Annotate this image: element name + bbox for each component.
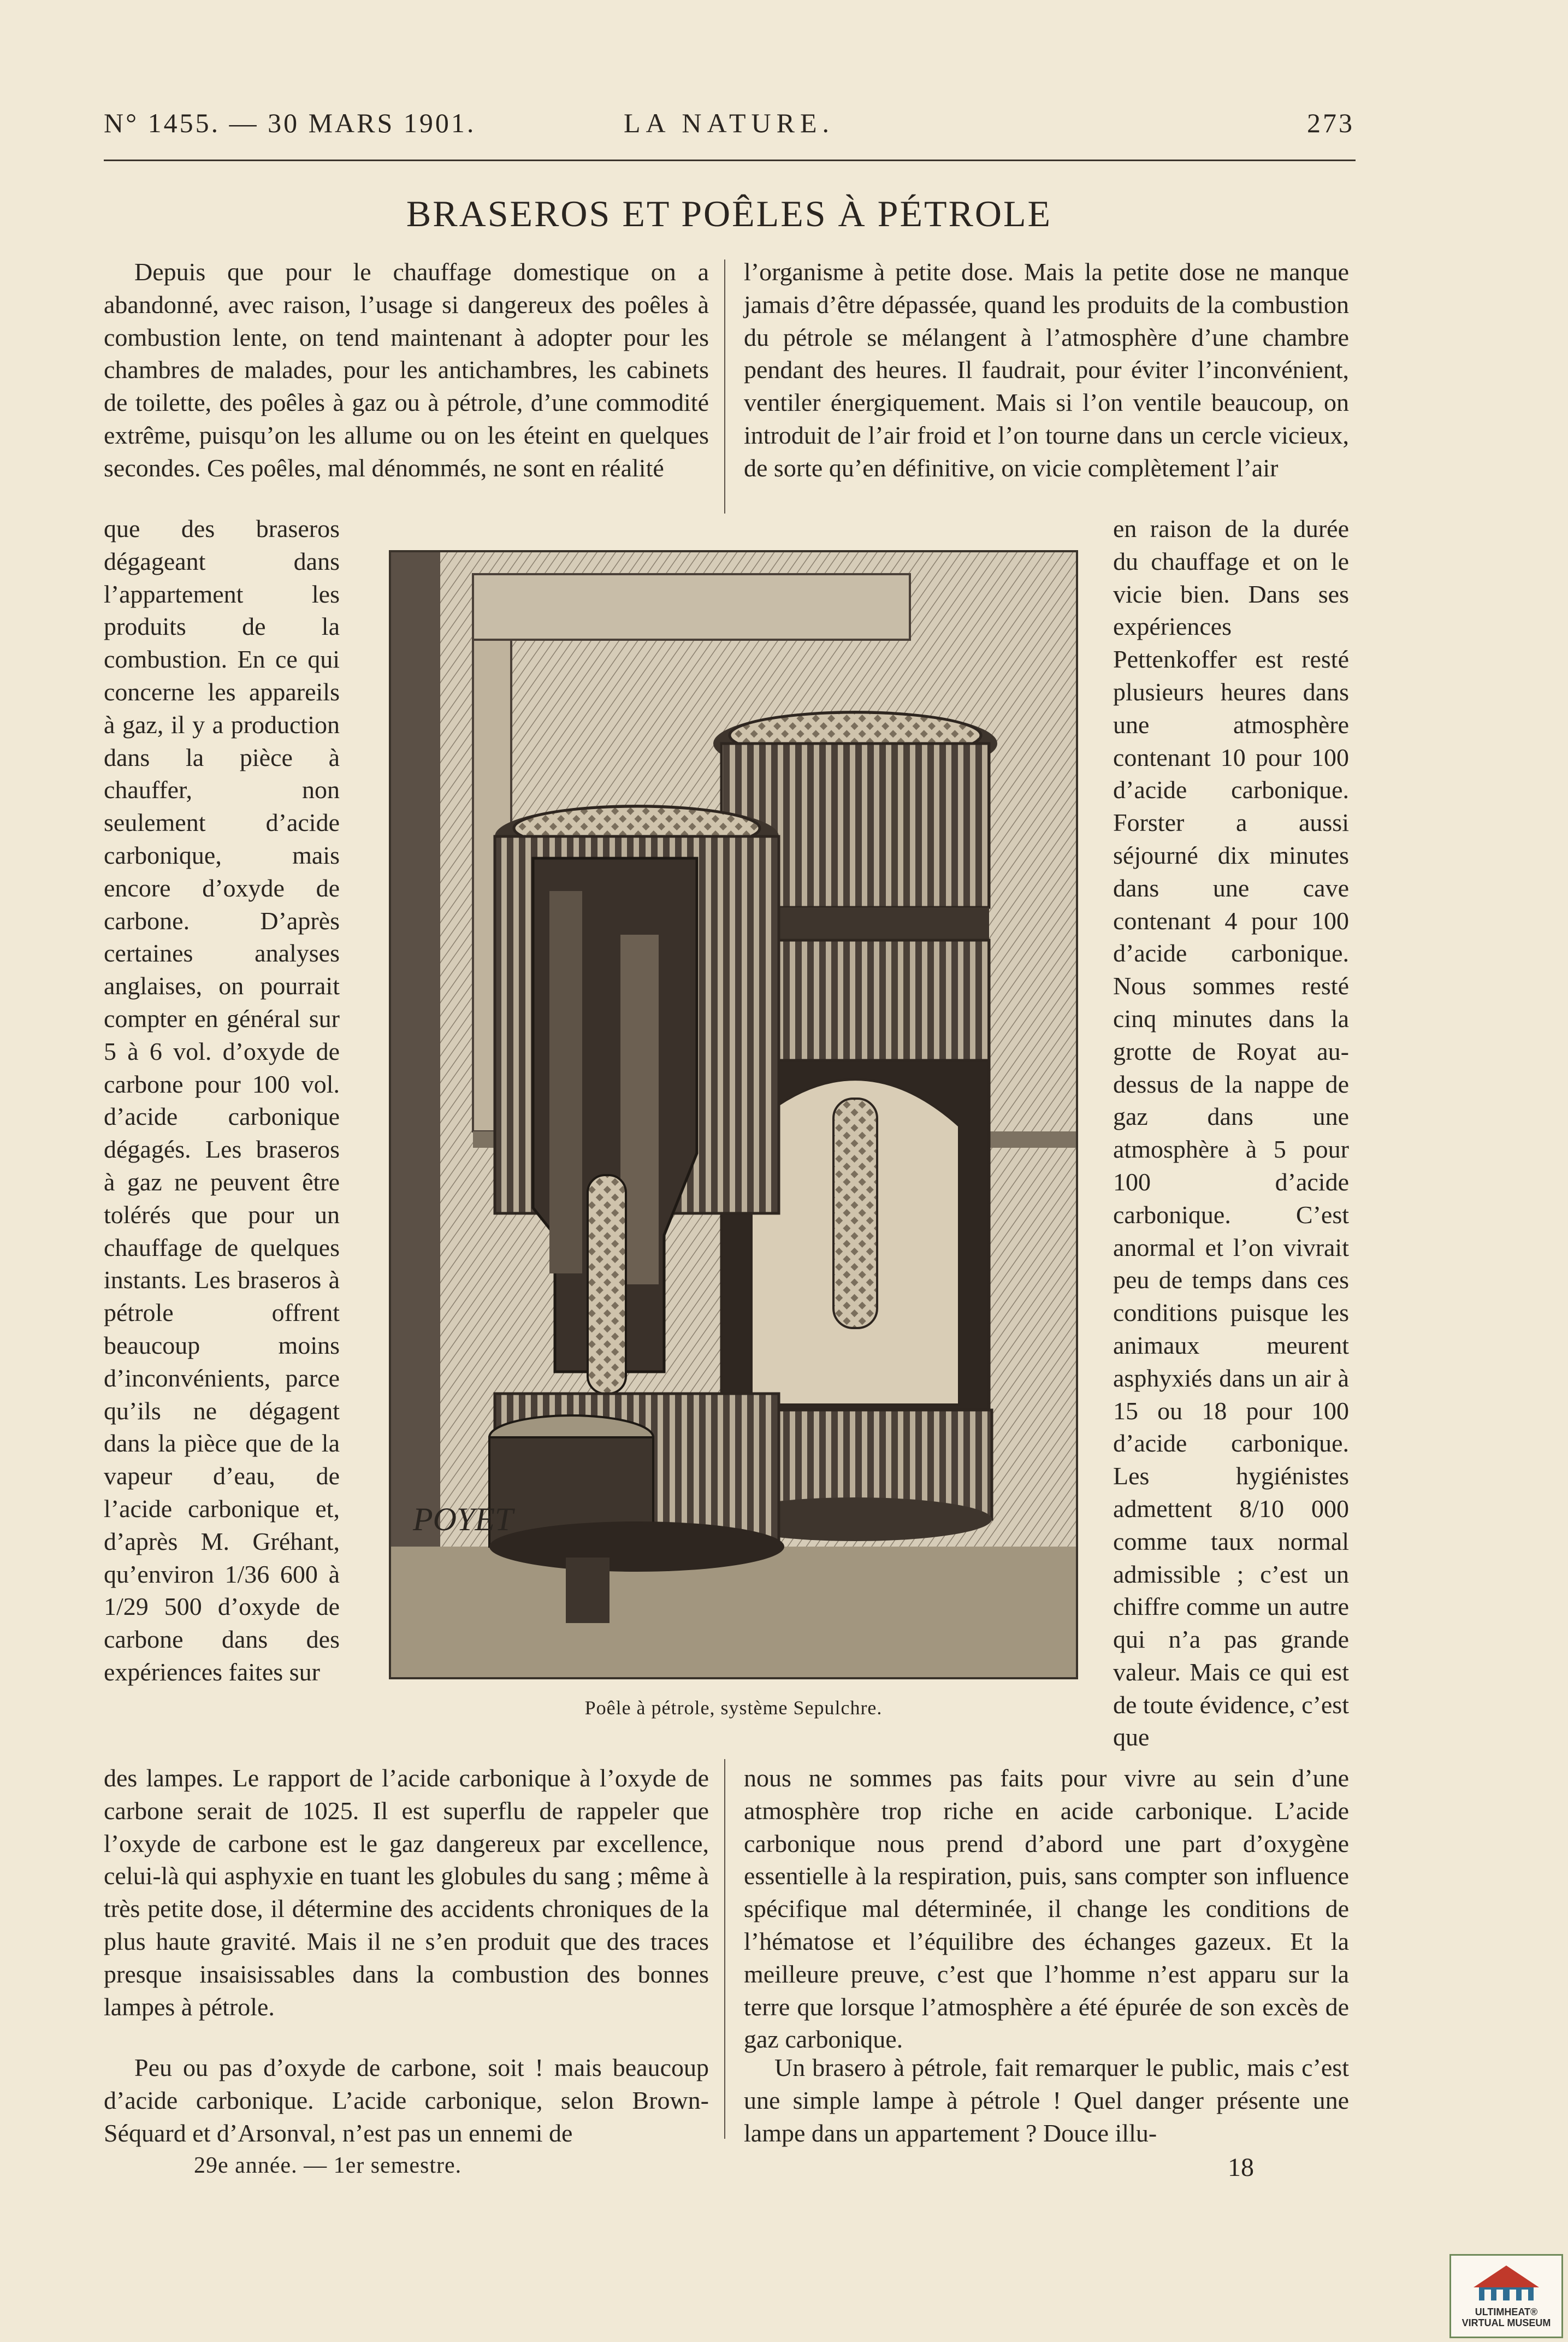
right-paragraph-1-narrow: en raison de la durée du chauffage et on le vicie bien. Dans ses expériences Pettenkoffer est resté plusieurs heures dans une atmosphère contenant 10 pour 100 d’acide carbonique. Forster a aussi séjourné dix minutes dans une cave contenant 4 pour 100 d’acide carbonique. Nous sommes resté cinq minutes dans la grotte de Royat au-dessus de la nappe de gaz dans une atmosphère à 5 pour 100 d’acide carbonique. C’est anormal et l’on vivrait peu de temps dans ces conditions puisque les animaux meurent asphyxiés dans un air à 15 ou 18 pour 100 d’acide carbonique. Les hygiénistes admettent 8/10 000 comme taux normal admissible ; c’est un chiffre comme un autre qui n’a pas grande valeur. Mais ce qui est de toute évidence, c’est que <box>1113 515 1349 1751</box>
column-rule-top <box>724 259 725 514</box>
volume-line: 29e année. — 1er semestre. <box>194 2153 462 2178</box>
museum-brand: ULTIMHEAT® <box>1475 2306 1538 2317</box>
signature-mark: 18 <box>1228 2153 1254 2182</box>
stove-engraving <box>389 550 1078 1679</box>
left-paragraph-2: Peu ou pas d’oxyde de carbone, soit ! mais beaucoup d’acide carbonique. L’acide carbonique, selon Brown-Séquard et d’Arsonval, n’est pas un ennemi de <box>104 2054 709 2147</box>
engraver-signature: POYET <box>413 1501 513 1537</box>
figure-caption: Poêle à pétrole, système Sepulchre. <box>584 1697 883 1719</box>
column-rule-bottom <box>724 1759 725 2139</box>
journal-name: LA NATURE. <box>623 108 835 138</box>
running-header <box>104 107 1354 145</box>
right-paragraph-1-bottom: nous ne sommes pas faits pour vivre au sein d’une atmosphère trop riche en acide carbonique. L’acide carbonique nous prend d’abord une part d’oxygène essentielle à la respiration, puis, sans compter son influence spécifique mal déterminée, il change les conditions de l’hématose et l’équilibre des échanges gazeux. Et la meilleure preuve, c’est que l’homme n’est apparu sur la terre que lorsque l’atmosphère a été épurée de son excès de gaz carbonique. <box>744 1764 1349 2054</box>
museum-name: VIRTUAL MUSEUM <box>1462 2317 1551 2328</box>
right-paragraph-1-top: l’organisme à petite dose. Mais la petite dose ne manque jamais d’être dépassée, quand les produits de la combustion du pétrole se mélangent à l’atmosphère d’une chambre pendant des heures. Il faudrait, pour éviter l’inconvénient, ventiler énergiquement. Mais si l’on ventile beaucoup, on introduit de l’air froid et l’on tourne dans un cercle vicieux, de sorte qu’en définitive, on vicie complètement l’air <box>744 258 1349 482</box>
stove-illustration <box>391 552 1076 1677</box>
left-paragraph-1-top: Depuis que pour le chauffage domestique on a abandonné, avec raison, l’usage si dangereux des poêles à combustion lente, on tend maintenant à adopter pour les chambres de malades, pour les antichambres, les cabinets de toilette, des poêles à gaz ou à pétrole, d’une commodité extrême, puisqu’on les allume ou on les éteint en quelques secondes. Ces poêles, mal dénommés, ne sont en réalité <box>104 258 709 482</box>
header-rule <box>104 160 1356 161</box>
museum-logo-icon <box>1463 2260 1550 2304</box>
left-paragraph-1-narrow: que des braseros dégageant dans l’appartement les produits de la combustion. En ce qui concerne les appareils à gaz, il y a production dans la pièce à chauffer, non seulement d’acide carbonique, mais encore d’oxyde de carbone. D’après certaines analyses anglaises, on pourrait compter en général sur 5 à 6 vol. d’oxyde de carbone pour 100 vol. d’acide carbonique dégagés. Les braseros à gaz ne peuvent être tolérés que pour un chauffage de quelques instants. Les braseros à pétrole offrent beaucoup moins d’inconvénients, parce qu’ils ne dégagent dans la pièce que de la vapeur d’eau, de l’acide carbonique et, d’après M. Gréhant, qu’environ 1/36 600 à 1/29 500 d’oxyde de carbone dans des expériences faites sur <box>104 515 340 1686</box>
issue-date: N° 1455. — 30 MARS 1901. <box>104 108 476 138</box>
left-stove <box>489 805 784 1623</box>
page-number: 273 <box>1307 108 1354 138</box>
left-paragraph-1-bottom: des lampes. Le rapport de l’acide carbonique à l’oxyde de carbone serait de 1025. Il est superflu de rappeler que l’oxyde de carbone est le gaz dangereux par excellence, celui-là qui asphyxie en tuant les globules du sang ; même à très petite dose, il détermine des accidents chroniques de la plus haute gravité. Mais il ne s’en produit que des traces presque insaisissables dans la combustion des bonnes lampes à pétrole. <box>104 1764 709 2021</box>
article-title: BRASEROS ET POÊLES À PÉTROLE <box>406 193 1052 234</box>
right-paragraph-2: Un brasero à pétrole, fait remarquer le public, mais c’est une simple lampe à pétrole ! Quel danger présente une lampe dans un appartement ? Douce illu- <box>744 2054 1349 2147</box>
museum-logo-badge <box>1449 2254 1563 2338</box>
